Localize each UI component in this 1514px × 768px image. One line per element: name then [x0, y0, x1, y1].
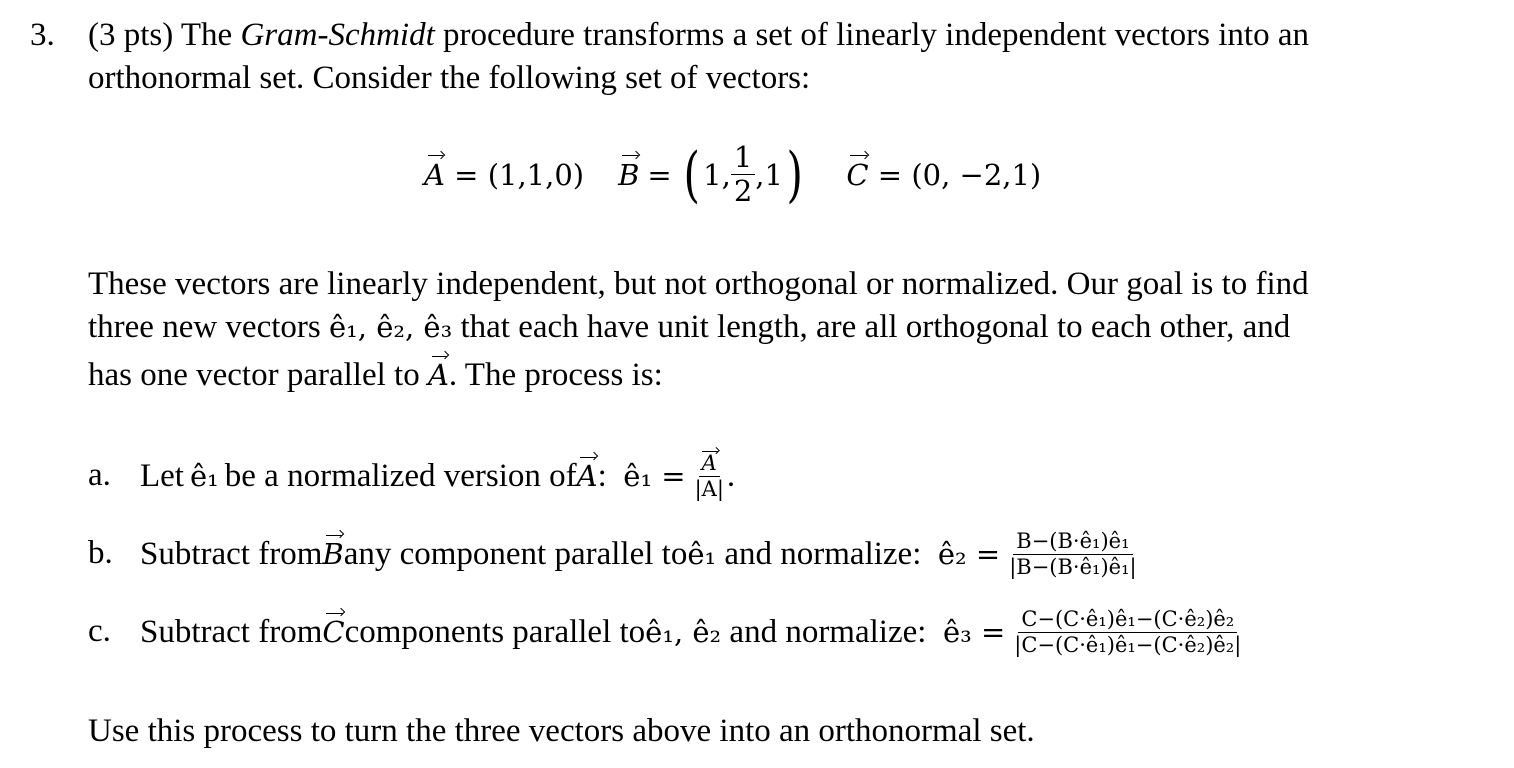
step-b-fraction — [1006, 528, 1139, 579]
step-c-text-a: Subtract from — [140, 613, 323, 650]
line2-text-a: three new vectors — [88, 309, 329, 345]
line3-text-a: has one vector parallel to — [88, 357, 428, 393]
step-a-text-c: : — [597, 457, 624, 494]
step-b-text-c: and normalize: — [716, 535, 938, 572]
step-c-fraction — [1011, 606, 1244, 657]
step-c — [140, 596, 1244, 668]
step-a-tail: . — [726, 457, 736, 494]
unit-vectors-list: ê₁, ê₂, ê₃ — [328, 310, 453, 344]
vector-c-value: = (0, −2,1) — [877, 157, 1042, 192]
step-c-numerator: C−(C·ê₁)ê₁−(C·ê₂)ê₂ — [1018, 609, 1237, 633]
step-b — [140, 518, 1140, 590]
vector-definitions — [424, 139, 1042, 210]
step-c-denominator: |C−(C·ê₁)ê₁−(C·ê₂)ê₂| — [1014, 632, 1242, 657]
vector-c — [846, 158, 1041, 192]
step-a-denominator: |A| — [694, 476, 724, 501]
left-paren: ( — [683, 139, 700, 210]
line3-text-b: . The process is: — [448, 357, 663, 393]
step-b-numerator: B−(B·ê₁)ê₁ — [1013, 531, 1132, 555]
step-c-text-b: components parallel to — [344, 613, 646, 650]
vector-a-inline: A — [427, 358, 449, 392]
step-b-vec: B — [322, 537, 344, 571]
step-a-vec: A — [576, 459, 598, 493]
step-a-e: ê₁ — [189, 459, 219, 493]
step-c-vec: C — [322, 615, 345, 649]
gram-schmidt-term: Gram-Schmidt — [240, 17, 435, 53]
step-c-text-c: and normalize: — [721, 613, 943, 650]
problem-line-1 — [88, 17, 1309, 54]
closing-line: Use this process to turn the three vectors above into an orthonormal set. — [88, 713, 1035, 749]
vector-b — [618, 139, 806, 210]
vector-c-symbol: C — [846, 157, 869, 192]
vector-b-last: ,1 — [755, 157, 783, 192]
points-text: (3 pts) The — [88, 17, 241, 53]
vector-b-fraction — [731, 140, 755, 208]
step-c-lhs: ê₃ = — [942, 615, 1006, 649]
vector-b-symbol: B — [618, 157, 640, 192]
fraction-denominator: 2 — [733, 174, 753, 208]
vector-a-symbol: A — [424, 157, 445, 192]
step-a-fraction — [692, 450, 727, 501]
step-c-e: ê₁, ê₂ — [645, 615, 722, 649]
vector-b-first: 1, — [703, 157, 731, 192]
step-a-numerator: A — [699, 453, 720, 477]
right-paren: ) — [786, 139, 803, 210]
step-b-lhs: ê₂ = — [937, 537, 1001, 571]
step-a-text-a: Let — [140, 457, 184, 494]
step-b-label: b. — [88, 535, 113, 571]
step-c-label: c. — [88, 613, 111, 649]
step-a-label: a. — [88, 457, 111, 493]
problem-number: 3. — [30, 17, 55, 53]
step-b-e: ê₁ — [687, 537, 717, 571]
step-b-text-a: Subtract from — [140, 535, 323, 572]
problem-line-2: orthonormal set. Consider the following set of vectors: — [88, 60, 811, 96]
step-b-denominator: |B−(B·ê₁)ê₁| — [1009, 554, 1137, 579]
paragraph-line-1: These vectors are linearly independent, but not orthogonal or normalized. Our goal is to find — [88, 266, 1309, 302]
vector-b-eq: = — [647, 157, 672, 192]
vector-a-value: = (1,1,0) — [454, 157, 585, 192]
step-a-lhs: ê₁ = — [623, 459, 686, 493]
line2-text-b: that each have unit length, are all orthogonal to each other, and — [452, 309, 1291, 345]
step-a-text-b: be a normalized version of — [224, 457, 577, 494]
step-b-text-b: any component parallel to — [343, 535, 688, 572]
paragraph-line-2 — [88, 309, 1290, 346]
vector-a — [424, 158, 584, 192]
paragraph-line-3 — [88, 357, 663, 394]
line1-rest: procedure transforms a set of linearly independent vectors into an — [434, 17, 1309, 53]
fraction-numerator: 1 — [731, 143, 755, 175]
step-a — [140, 440, 735, 512]
